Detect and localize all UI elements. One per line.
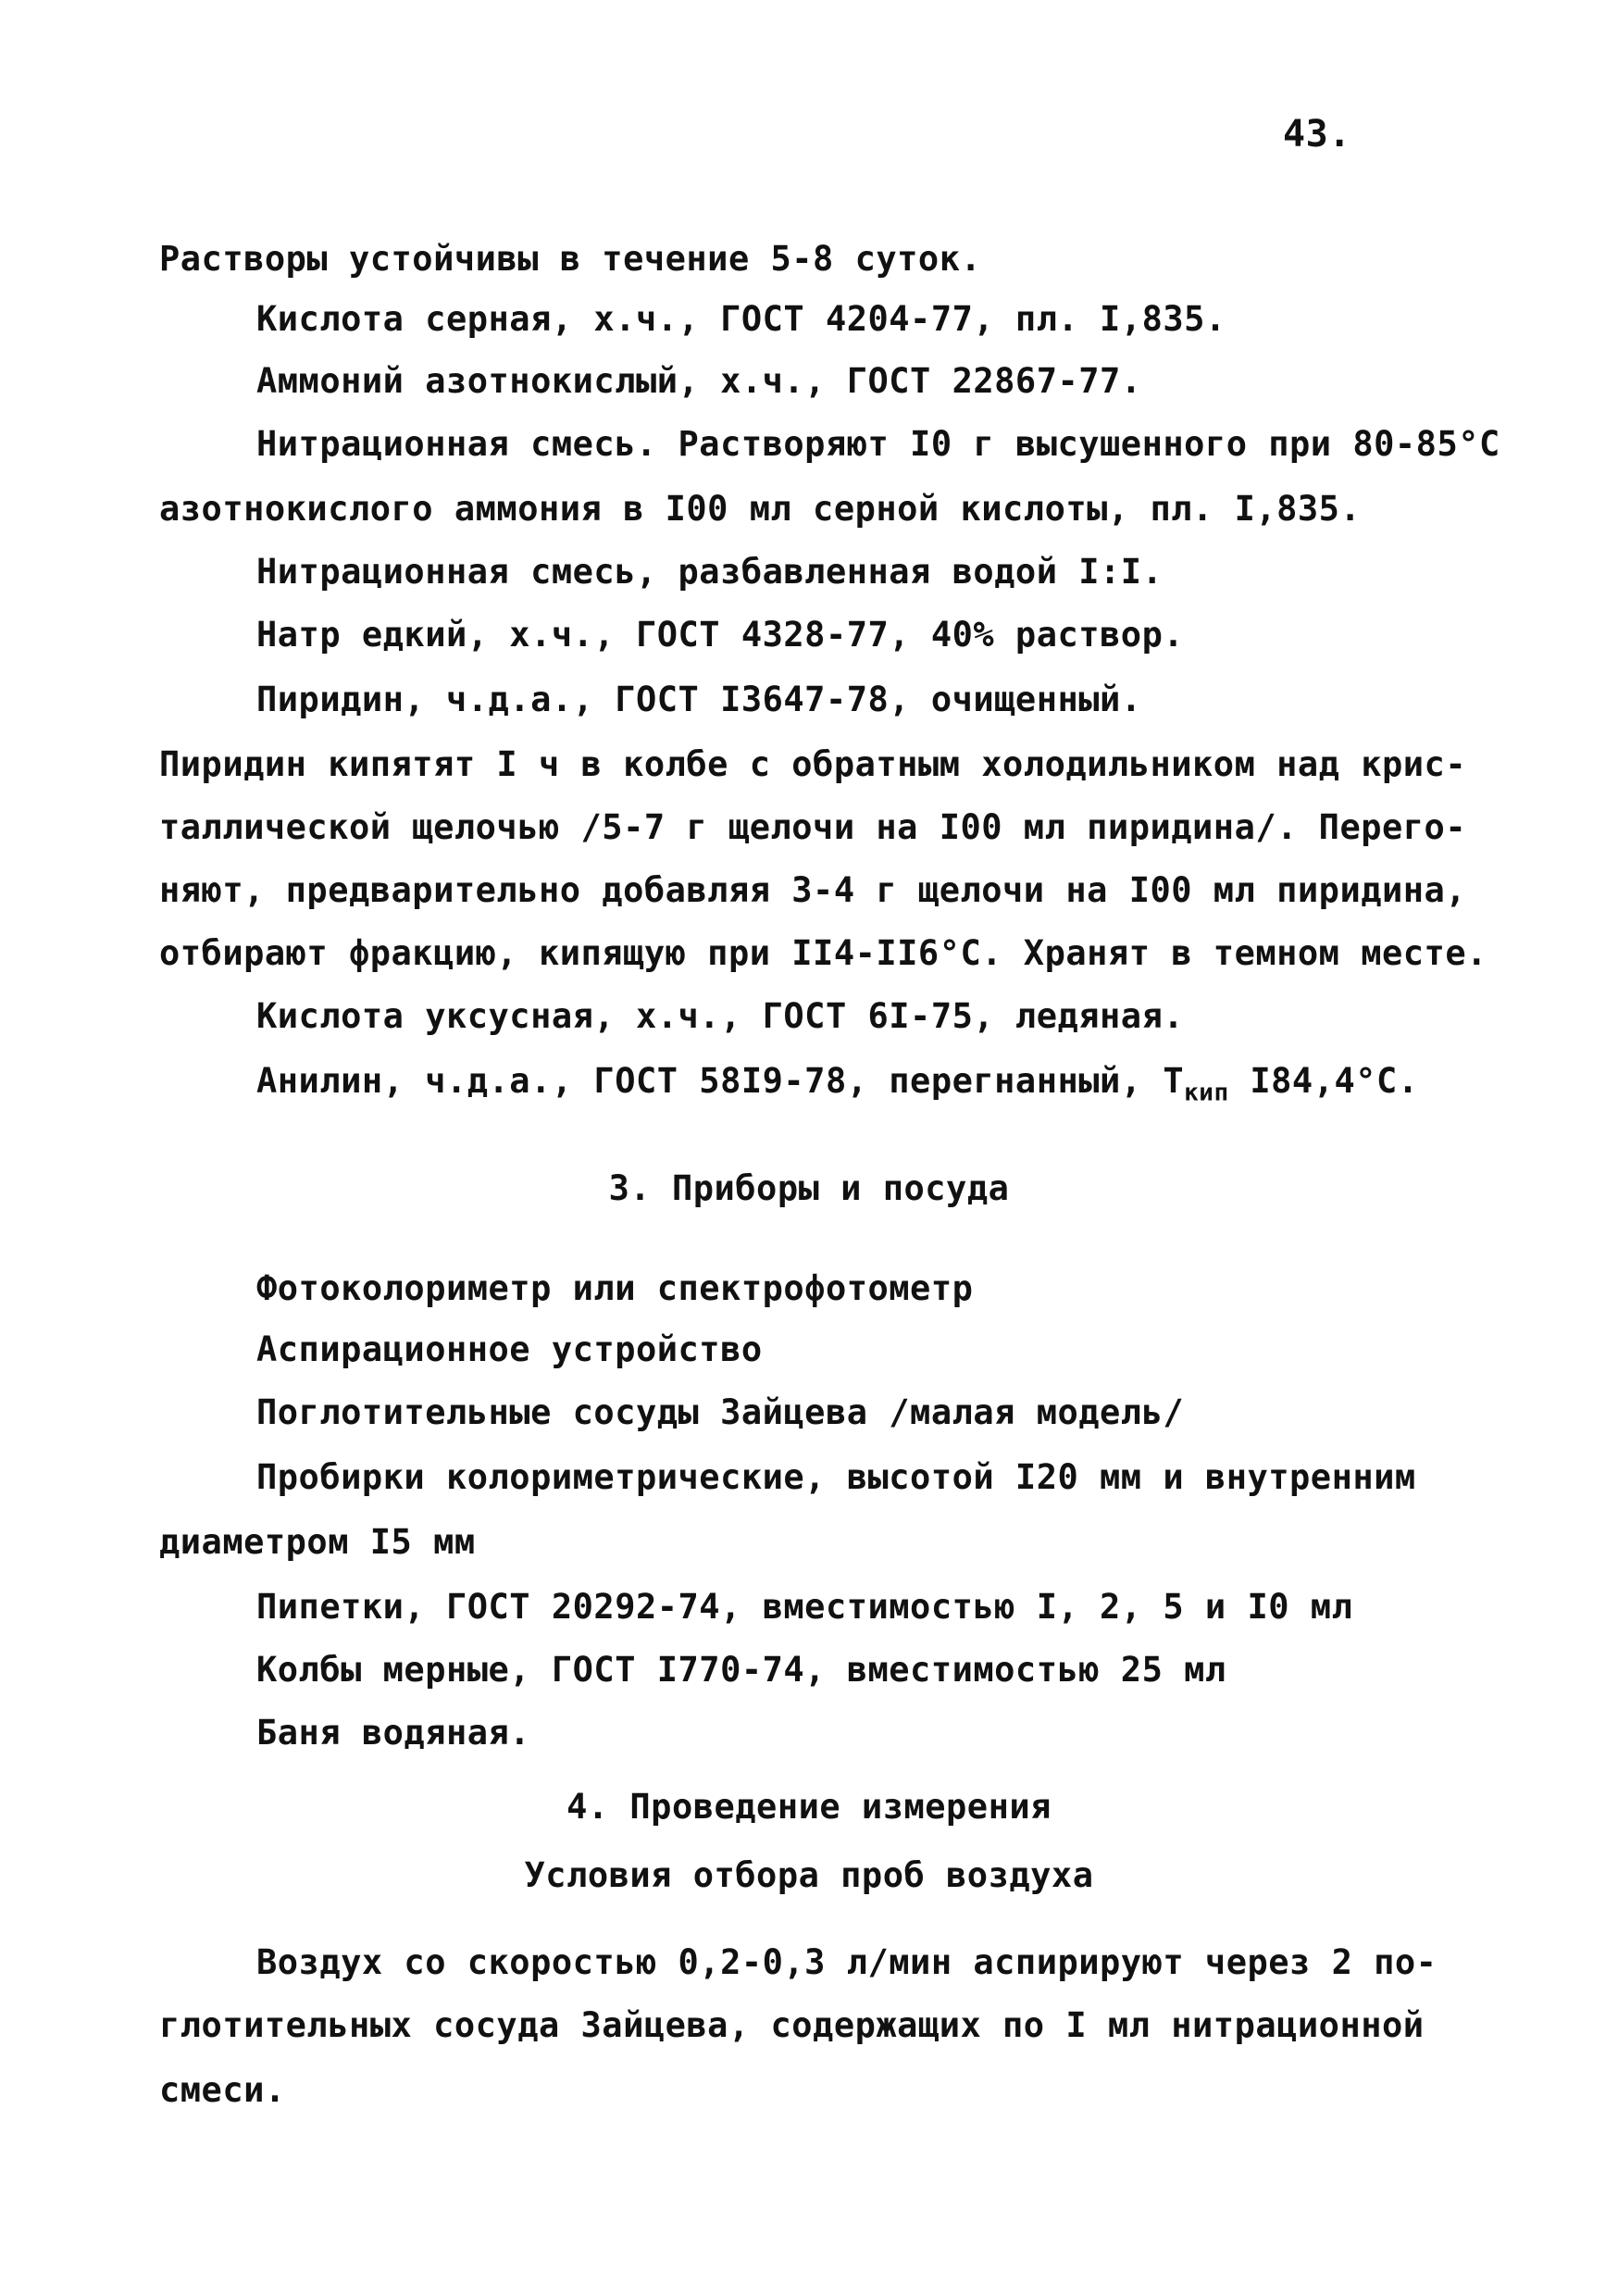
equipment-item: Пипетки, ГОСТ 20292-74, вместимостью I, 2, 5 и I0 мл xyxy=(256,1587,1353,1627)
equipment-item: Баня водяная. xyxy=(256,1713,531,1753)
procedure-line: Воздух со скоростью 0,2-0,3 л/мин аспирируют через 2 по- xyxy=(256,1942,1438,1982)
procedure-line: глотительных сосуда Зайцева, содержащих по I мл нитрационной xyxy=(159,2005,1425,2045)
equipment-item: Поглотительные сосуды Зайцева /малая модель/ xyxy=(256,1392,1185,1432)
text-line: Нитрационная смесь, разбавленная водой I:I. xyxy=(256,552,1164,592)
text-line: Нитрационная смесь. Растворяют I0 г высушенного при 80-85°С xyxy=(256,424,1500,464)
text-line: Аммоний азотнокислый, х.ч., ГОСТ 22867-77. xyxy=(256,361,1142,401)
page-number: 43. xyxy=(1283,113,1351,156)
text-line: Натр едкий, х.ч., ГОСТ 4328-77, 40% раствор. xyxy=(256,615,1185,655)
text-line: Кислота серная, х.ч., ГОСТ 4204-77, пл. I,835. xyxy=(256,299,1226,339)
equipment-item: диаметром I5 мм xyxy=(159,1522,476,1562)
section-3-heading: 3. Приборы и посуда xyxy=(608,1168,1010,1208)
procedure-line: смеси. xyxy=(159,2070,286,2110)
aniline-temp: I84,4°С. xyxy=(1228,1061,1419,1101)
section-4-heading: 4. Проведение измерения xyxy=(566,1787,1052,1827)
section-4-subheading: Условия отбора проб воздуха xyxy=(524,1855,1094,1895)
equipment-item: Аспирационное устройство xyxy=(256,1329,763,1369)
text-line: таллической щелочью /5-7 г щелочи на I00 мл пиридина/. Перего- xyxy=(159,807,1467,847)
equipment-item: Колбы мерные, ГОСТ I770-74, вместимостью 25 мл xyxy=(256,1650,1226,1690)
text-line: Пиридин, ч.д.а., ГОСТ I3647-78, очищенный. xyxy=(256,680,1142,719)
text-line: Кислота уксусная, х.ч., ГОСТ 6I-75, ледяная. xyxy=(256,996,1185,1036)
text-line: няют, предварительно добавляя 3-4 г щелочи на I00 мл пиридина, xyxy=(159,870,1467,910)
text-line: отбирают фракцию, кипящую при II4-II6°С. Хранят в темном месте. xyxy=(159,933,1487,973)
aniline-text: Анилин, ч.д.а., ГОСТ 58I9-78, перегнанный, Т xyxy=(256,1061,1185,1101)
text-line-aniline xyxy=(256,1061,1419,1108)
text-line: Пиридин кипятят I ч в колбе с обратным холодильником над крис- xyxy=(159,744,1467,784)
text-line: азотнокислого аммония в I00 мл серной кислоты, пл. I,835. xyxy=(159,489,1362,529)
equipment-item: Фотоколориметр или спектрофотометр xyxy=(256,1268,974,1308)
text-line: Растворы устойчивы в течение 5-8 суток. xyxy=(159,239,982,279)
boiling-subscript: кип xyxy=(1184,1079,1229,1107)
equipment-item: Пробирки колориметрические, высотой I20 мм и внутренним xyxy=(256,1457,1416,1497)
